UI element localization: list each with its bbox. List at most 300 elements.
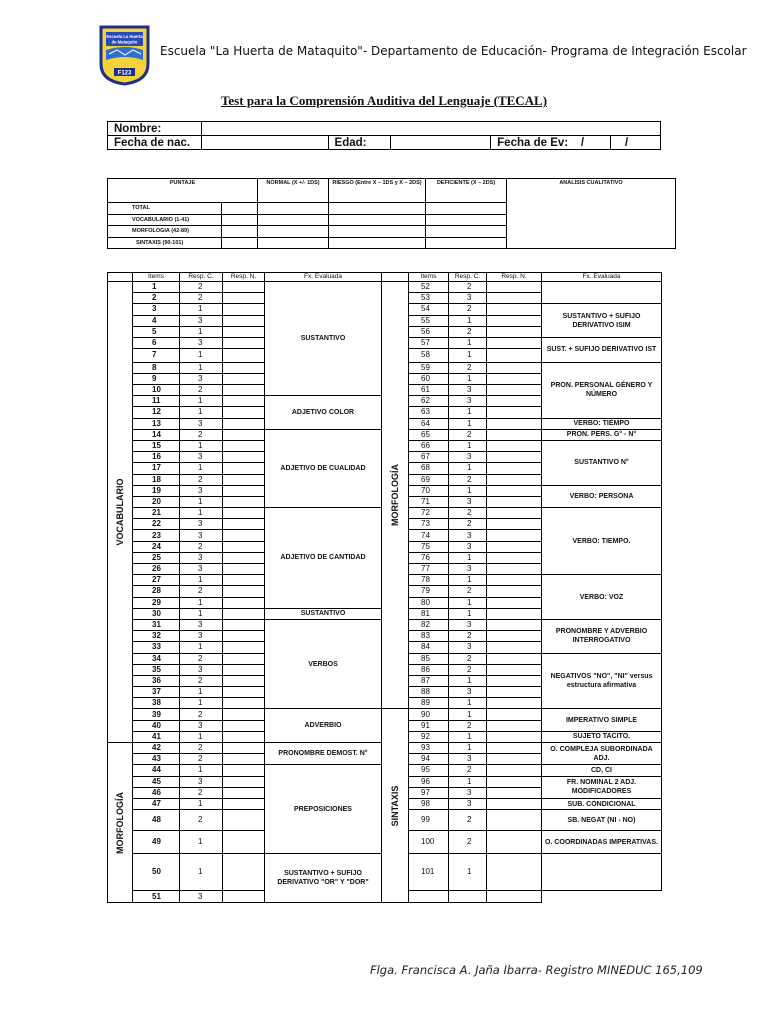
response-field[interactable] xyxy=(223,810,265,831)
correct-response: 3 xyxy=(449,530,487,541)
correct-response: 3 xyxy=(180,452,223,463)
response-field[interactable] xyxy=(487,508,542,519)
correct-response: 2 xyxy=(180,541,223,552)
fecha-ev-field[interactable]: / xyxy=(611,136,661,150)
item-number: 6 xyxy=(133,337,180,348)
col-header: Items xyxy=(409,273,449,282)
item-number xyxy=(409,891,449,903)
item-number: 62 xyxy=(409,396,449,407)
svg-text:de Mataquito: de Mataquito xyxy=(111,39,138,45)
correct-response: 1 xyxy=(180,304,223,315)
function-evaluated: IMPERATIVO SIMPLE xyxy=(542,709,662,731)
response-field[interactable] xyxy=(487,575,542,586)
correct-response: 1 xyxy=(180,440,223,451)
correct-response: 2 xyxy=(449,631,487,642)
item-number: 7 xyxy=(133,349,180,363)
response-field[interactable] xyxy=(487,687,542,698)
response-field[interactable] xyxy=(223,653,265,664)
response-field[interactable] xyxy=(487,552,542,563)
correct-response: 3 xyxy=(449,787,487,798)
correct-response: 3 xyxy=(180,418,223,429)
item-number: 37 xyxy=(133,687,180,698)
response-field[interactable] xyxy=(487,608,542,619)
item-number: 40 xyxy=(133,720,180,731)
item-number: 38 xyxy=(133,698,180,709)
function-evaluated: VERBOS xyxy=(265,619,382,709)
function-evaluated: PRONOMBRE Y ADVERBIO INTERROGATIVO xyxy=(542,619,662,653)
response-field[interactable] xyxy=(487,474,542,485)
function-evaluated: VERBO: TIEMPO xyxy=(542,418,662,429)
response-field[interactable] xyxy=(223,440,265,451)
score-row-label: TOTAL xyxy=(108,203,222,215)
response-field[interactable] xyxy=(223,519,265,530)
item-number: 65 xyxy=(409,429,449,440)
function-evaluated: SUST. + SUFIJO DERIVATIVO IST xyxy=(542,337,662,362)
response-field[interactable] xyxy=(487,418,542,429)
response-field[interactable] xyxy=(223,687,265,698)
score-row-label: SINTAXIS (90-101) xyxy=(108,237,222,249)
item-number: 60 xyxy=(409,373,449,384)
response-field[interactable] xyxy=(223,337,265,348)
student-form xyxy=(107,121,661,150)
nombre-label: Nombre: xyxy=(108,122,202,136)
function-evaluated xyxy=(542,854,662,891)
function-evaluated: FR. NOMINAL 2 ADJ. MODIFICADORES xyxy=(542,776,662,798)
item-number: 77 xyxy=(409,564,449,575)
item-number: 44 xyxy=(133,765,180,776)
response-field[interactable] xyxy=(223,776,265,787)
correct-response: 1 xyxy=(449,776,487,787)
correct-response: 2 xyxy=(180,385,223,396)
function-evaluated: ADJETIVO COLOR xyxy=(265,396,382,430)
correct-response: 3 xyxy=(449,687,487,698)
item-number: 47 xyxy=(133,798,180,809)
item-number: 73 xyxy=(409,519,449,530)
section-label: VOCABULARIO xyxy=(108,282,133,743)
correct-response: 3 xyxy=(449,798,487,809)
function-evaluated: PRON. PERS. G° - N° xyxy=(542,429,662,440)
response-field[interactable] xyxy=(487,304,542,315)
item-number: 64 xyxy=(409,418,449,429)
item-number: 36 xyxy=(133,675,180,686)
correct-response: 3 xyxy=(449,385,487,396)
response-field[interactable] xyxy=(223,798,265,809)
response-field[interactable] xyxy=(223,496,265,507)
function-evaluated xyxy=(542,282,662,304)
item-number: 25 xyxy=(133,552,180,563)
correct-response: 1 xyxy=(449,597,487,608)
correct-response: 3 xyxy=(449,452,487,463)
item-number: 80 xyxy=(409,597,449,608)
item-number: 88 xyxy=(409,687,449,698)
correct-response: 1 xyxy=(180,854,223,891)
correct-response: 3 xyxy=(449,619,487,630)
response-field[interactable] xyxy=(223,586,265,597)
section-label: MORFOLOGÍA xyxy=(382,282,409,709)
response-field[interactable] xyxy=(487,337,542,348)
correct-response: 1 xyxy=(180,831,223,854)
item-number: 12 xyxy=(133,407,180,418)
correct-response: 1 xyxy=(449,709,487,720)
correct-response: 1 xyxy=(180,508,223,519)
item-number: 35 xyxy=(133,664,180,675)
item-number: 42 xyxy=(133,743,180,754)
item-number: 31 xyxy=(133,619,180,630)
correct-response: 2 xyxy=(180,787,223,798)
function-evaluated: SUSTANTIVO xyxy=(265,608,382,619)
item-number: 98 xyxy=(409,798,449,809)
item-number: 68 xyxy=(409,463,449,474)
function-evaluated: ADJETIVO DE CANTIDAD xyxy=(265,508,382,609)
item-number: 26 xyxy=(133,564,180,575)
response-field[interactable] xyxy=(487,798,542,809)
response-field[interactable] xyxy=(223,675,265,686)
response-field[interactable] xyxy=(223,891,265,903)
correct-response: 1 xyxy=(449,463,487,474)
item-number: 33 xyxy=(133,642,180,653)
response-field[interactable] xyxy=(223,854,265,891)
response-field[interactable] xyxy=(487,810,542,831)
correct-response: 2 xyxy=(449,720,487,731)
response-field[interactable] xyxy=(223,564,265,575)
function-evaluated: ADJETIVO DE CUALIDAD xyxy=(265,429,382,507)
item-number: 76 xyxy=(409,552,449,563)
school-logo xyxy=(97,24,152,86)
function-evaluated: O. COORDINADAS IMPERATIVAS. xyxy=(542,831,662,854)
response-field[interactable] xyxy=(223,385,265,396)
item-number: 9 xyxy=(133,373,180,384)
function-evaluated: SB. NEGAT (NI - NO) xyxy=(542,810,662,831)
correct-response: 2 xyxy=(449,326,487,337)
response-field[interactable] xyxy=(487,675,542,686)
correct-response: 2 xyxy=(449,508,487,519)
item-number: 61 xyxy=(409,385,449,396)
response-field[interactable] xyxy=(487,485,542,496)
correct-response: 1 xyxy=(180,765,223,776)
correct-response: 1 xyxy=(449,440,487,451)
item-number: 19 xyxy=(133,485,180,496)
response-field[interactable] xyxy=(223,575,265,586)
response-field[interactable] xyxy=(487,282,542,293)
response-field[interactable] xyxy=(487,831,542,854)
correct-response: 3 xyxy=(180,552,223,563)
item-number: 83 xyxy=(409,631,449,642)
correct-response: 3 xyxy=(180,564,223,575)
response-field[interactable] xyxy=(487,440,542,451)
response-field[interactable] xyxy=(487,891,542,903)
item-number: 2 xyxy=(133,293,180,304)
item-number: 99 xyxy=(409,810,449,831)
item-number: 54 xyxy=(409,304,449,315)
response-field[interactable] xyxy=(487,315,542,326)
response-field[interactable] xyxy=(223,407,265,418)
score-header: PUNTAJE xyxy=(108,179,258,203)
item-number: 84 xyxy=(409,642,449,653)
function-evaluated: NEGATIVOS "NO", "NI" versus estructura afirmativa xyxy=(542,653,662,709)
col-header: Fx. Evaluada xyxy=(265,273,382,282)
fecha-ev-label: Fecha de Ev: / xyxy=(491,136,611,150)
function-evaluated: VERBO: TIEMPO. xyxy=(542,508,662,575)
response-field[interactable] xyxy=(223,349,265,363)
correct-response: 1 xyxy=(449,407,487,418)
response-field[interactable] xyxy=(223,508,265,519)
col-header: Resp. N. xyxy=(487,273,542,282)
response-field[interactable] xyxy=(223,743,265,754)
response-field[interactable] xyxy=(223,304,265,315)
correct-response: 3 xyxy=(449,396,487,407)
item-number: 1 xyxy=(133,282,180,293)
response-field[interactable] xyxy=(487,709,542,720)
scores-table xyxy=(107,178,676,249)
response-field[interactable] xyxy=(223,474,265,485)
response-field[interactable] xyxy=(223,619,265,630)
page-title: Test para la Comprensión Auditiva del Lenguaje (TECAL) xyxy=(220,93,548,108)
response-field[interactable] xyxy=(223,597,265,608)
correct-response: 3 xyxy=(180,519,223,530)
correct-response: 1 xyxy=(180,575,223,586)
item-number: 18 xyxy=(133,474,180,485)
correct-response: 1 xyxy=(449,575,487,586)
item-number: 82 xyxy=(409,619,449,630)
response-field[interactable] xyxy=(487,854,542,891)
correct-response: 3 xyxy=(180,315,223,326)
item-number: 46 xyxy=(133,787,180,798)
response-field[interactable] xyxy=(487,787,542,798)
item-number: 59 xyxy=(409,362,449,373)
edad-field[interactable] xyxy=(391,136,491,150)
response-field[interactable] xyxy=(223,418,265,429)
correct-response: 1 xyxy=(449,698,487,709)
response-field[interactable] xyxy=(223,315,265,326)
correct-response: 1 xyxy=(449,337,487,348)
correct-response: 1 xyxy=(449,731,487,742)
correct-response: 3 xyxy=(449,496,487,507)
correct-response: 1 xyxy=(180,731,223,742)
correct-response: 1 xyxy=(180,798,223,809)
response-field[interactable] xyxy=(487,463,542,474)
response-field[interactable] xyxy=(487,452,542,463)
response-field[interactable] xyxy=(487,407,542,418)
item-number: 3 xyxy=(133,304,180,315)
response-field[interactable] xyxy=(487,731,542,742)
item-number: 13 xyxy=(133,418,180,429)
response-field[interactable] xyxy=(487,396,542,407)
item-number: 79 xyxy=(409,586,449,597)
correct-response: 1 xyxy=(449,418,487,429)
item-number: 49 xyxy=(133,831,180,854)
correct-response: 2 xyxy=(180,675,223,686)
item-number: 23 xyxy=(133,530,180,541)
response-field[interactable] xyxy=(223,293,265,304)
item-number: 86 xyxy=(409,664,449,675)
response-field[interactable] xyxy=(223,541,265,552)
col-header: Resp. C. xyxy=(449,273,487,282)
response-field[interactable] xyxy=(223,831,265,854)
response-field[interactable] xyxy=(223,396,265,407)
correct-response: 2 xyxy=(449,429,487,440)
response-field[interactable] xyxy=(223,326,265,337)
function-evaluated: CD, CI xyxy=(542,765,662,776)
score-header: NORMAL (X +/- 1DS) xyxy=(258,179,329,203)
response-field[interactable] xyxy=(223,754,265,765)
correct-response: 3 xyxy=(180,337,223,348)
response-field[interactable] xyxy=(487,293,542,304)
response-field[interactable] xyxy=(223,765,265,776)
function-evaluated: VERBO: VOZ xyxy=(542,575,662,620)
correct-response: 2 xyxy=(449,282,487,293)
col-header: Fx. Evaluada xyxy=(542,273,662,282)
item-number: 67 xyxy=(409,452,449,463)
correct-response: 2 xyxy=(180,429,223,440)
item-number: 66 xyxy=(409,440,449,451)
nombre-field[interactable] xyxy=(201,122,660,136)
score-header: ANALISIS CUALITATIVO xyxy=(507,179,676,249)
response-field[interactable] xyxy=(223,709,265,720)
response-field[interactable] xyxy=(487,653,542,664)
response-field[interactable] xyxy=(487,743,542,754)
col-header: Resp. N. xyxy=(223,273,265,282)
response-field[interactable] xyxy=(487,698,542,709)
correct-response: 3 xyxy=(449,293,487,304)
col-header: Items xyxy=(133,273,180,282)
function-evaluated: PRON. PERSONAL GÉNERO Y NÚMERO xyxy=(542,362,662,418)
response-field[interactable] xyxy=(487,642,542,653)
item-number: 89 xyxy=(409,698,449,709)
response-field[interactable] xyxy=(223,642,265,653)
response-field[interactable] xyxy=(487,586,542,597)
item-number: 95 xyxy=(409,765,449,776)
response-field[interactable] xyxy=(223,731,265,742)
correct-response: 1 xyxy=(180,463,223,474)
response-field[interactable] xyxy=(487,519,542,530)
score-row-label: MORFOLOGIA (42-89) xyxy=(108,226,222,238)
item-number: 51 xyxy=(133,891,180,903)
response-field[interactable] xyxy=(223,530,265,541)
response-field[interactable] xyxy=(487,631,542,642)
response-field[interactable] xyxy=(487,597,542,608)
correct-response: 2 xyxy=(180,282,223,293)
item-number: 58 xyxy=(409,349,449,363)
response-field[interactable] xyxy=(487,362,542,373)
correct-response: 1 xyxy=(180,608,223,619)
item-number: 16 xyxy=(133,452,180,463)
correct-response: 1 xyxy=(180,407,223,418)
function-evaluated: O. COMPLEJA SUBORDINADA ADJ. xyxy=(542,743,662,765)
item-number: 75 xyxy=(409,541,449,552)
function-evaluated: SUJETO TACITO. xyxy=(542,731,662,742)
response-field[interactable] xyxy=(223,698,265,709)
item-number: 24 xyxy=(133,541,180,552)
item-number: 27 xyxy=(133,575,180,586)
correct-response: 2 xyxy=(180,810,223,831)
correct-response: 3 xyxy=(180,664,223,675)
correct-response: 2 xyxy=(449,653,487,664)
correct-response: 1 xyxy=(449,675,487,686)
correct-response: 3 xyxy=(180,776,223,787)
correct-response: 2 xyxy=(449,664,487,675)
item-number: 34 xyxy=(133,653,180,664)
response-field[interactable] xyxy=(487,720,542,731)
response-field[interactable] xyxy=(487,564,542,575)
response-field[interactable] xyxy=(487,664,542,675)
item-number: 69 xyxy=(409,474,449,485)
correct-response: 2 xyxy=(449,810,487,831)
correct-response: 1 xyxy=(449,485,487,496)
item-number: 100 xyxy=(409,831,449,854)
response-field[interactable] xyxy=(223,282,265,293)
correct-response: 2 xyxy=(180,754,223,765)
fecha-nac-field[interactable] xyxy=(201,136,328,150)
item-number: 53 xyxy=(409,293,449,304)
item-number: 15 xyxy=(133,440,180,451)
response-field[interactable] xyxy=(487,373,542,384)
response-field[interactable] xyxy=(223,373,265,384)
response-field[interactable] xyxy=(487,541,542,552)
response-field[interactable] xyxy=(487,754,542,765)
response-field[interactable] xyxy=(223,608,265,619)
correct-response: 3 xyxy=(449,541,487,552)
school-line: Escuela "La Huerta de Mataquito"- Departamento de Educación- Programa de Integración Escolar xyxy=(160,44,747,58)
correct-response: 2 xyxy=(449,474,487,485)
correct-response: 3 xyxy=(180,619,223,630)
item-number: 28 xyxy=(133,586,180,597)
function-evaluated: SUSTANTIVO xyxy=(265,282,382,396)
correct-response: 3 xyxy=(180,373,223,384)
correct-response: 3 xyxy=(449,564,487,575)
response-field[interactable] xyxy=(223,463,265,474)
item-number: 93 xyxy=(409,743,449,754)
response-field[interactable] xyxy=(223,664,265,675)
response-field[interactable] xyxy=(487,496,542,507)
correct-response: 2 xyxy=(180,743,223,754)
response-field[interactable] xyxy=(487,765,542,776)
response-field[interactable] xyxy=(487,349,542,363)
response-field[interactable] xyxy=(487,326,542,337)
logo-code: F123 xyxy=(117,70,132,77)
correct-response: 3 xyxy=(449,754,487,765)
item-number: 17 xyxy=(133,463,180,474)
item-number: 87 xyxy=(409,675,449,686)
response-field[interactable] xyxy=(223,485,265,496)
response-field[interactable] xyxy=(487,530,542,541)
score-header: RIESGO (Entre X – 1DS y X – 2DS) xyxy=(329,179,426,203)
edad-label: Edad: xyxy=(328,136,391,150)
score-header: DEFICIENTE (X – 2DS) xyxy=(426,179,507,203)
item-number: 29 xyxy=(133,597,180,608)
function-evaluated: SUSTANTIVO N° xyxy=(542,440,662,485)
response-field[interactable] xyxy=(223,720,265,731)
item-number: 30 xyxy=(133,608,180,619)
response-field[interactable] xyxy=(487,429,542,440)
correct-response: 1 xyxy=(180,698,223,709)
response-field[interactable] xyxy=(223,362,265,373)
function-evaluated: ADVERBIO xyxy=(265,709,382,743)
correct-response: 1 xyxy=(180,396,223,407)
response-field[interactable] xyxy=(223,631,265,642)
response-field[interactable] xyxy=(487,776,542,787)
function-evaluated: SUSTANTIVO + SUFIJO DERIVATIVO ISIM xyxy=(542,304,662,338)
response-field[interactable] xyxy=(487,385,542,396)
response-field[interactable] xyxy=(487,619,542,630)
response-field[interactable] xyxy=(223,552,265,563)
correct-response: 1 xyxy=(180,597,223,608)
correct-response: 1 xyxy=(449,608,487,619)
response-field[interactable] xyxy=(223,787,265,798)
response-field[interactable] xyxy=(223,429,265,440)
correct-response: 1 xyxy=(180,642,223,653)
response-field[interactable] xyxy=(223,452,265,463)
correct-response: 3 xyxy=(180,720,223,731)
